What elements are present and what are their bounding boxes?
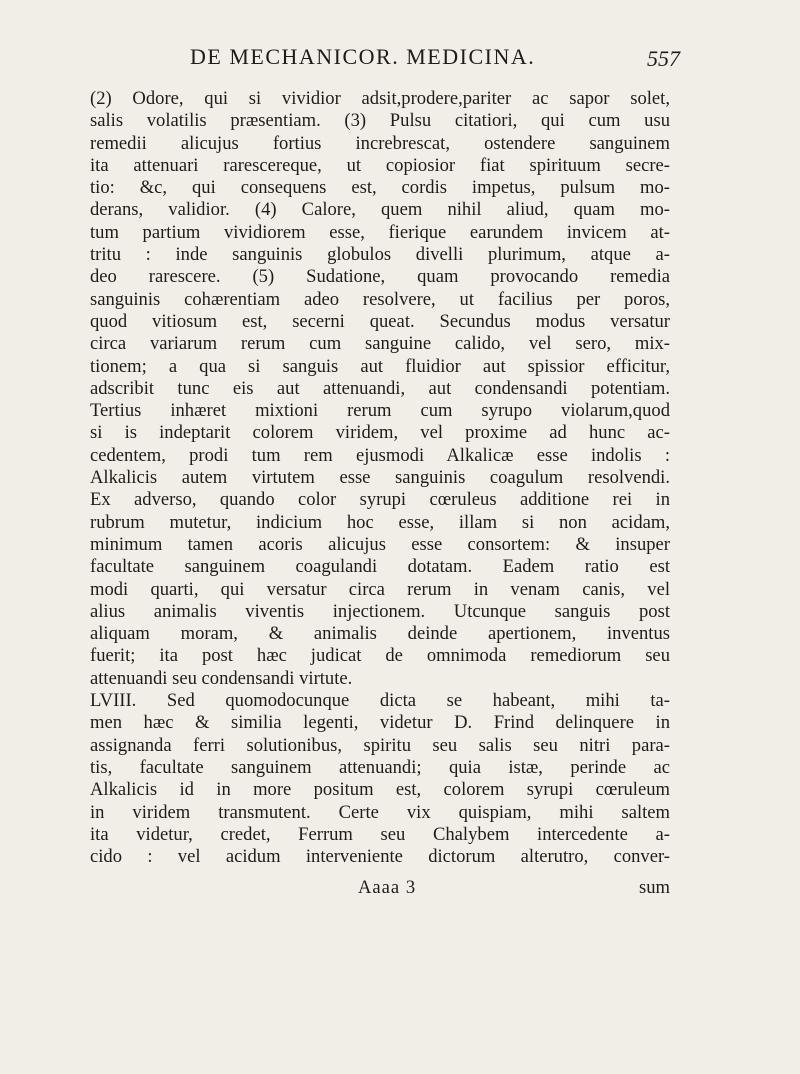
running-title: DE MECHANICOR. MEDICINA.: [190, 44, 536, 69]
text-line: circa variarum rerum cum sanguine calido, vel sero, mix-: [90, 333, 670, 355]
signature-mark: Aaaa 3: [358, 877, 417, 898]
text-line: LVIII. Sed quomodocunque dicta se habeant, mihi ta-: [90, 690, 670, 712]
text-line: salis volatilis præsentiam. (3) Pulsu citatiori, qui cum usu: [90, 110, 670, 132]
text-line: attenuandi seu condensandi virtute.: [90, 667, 353, 689]
text-line: minimum tamen acoris alicujus esse consortem: & insuper: [90, 533, 670, 555]
text-line: in viridem transmutent. Certe vix quispiam, mihi saltem: [90, 801, 670, 823]
body-text: [90, 88, 670, 868]
text-line: sanguinis cohærentiam adeo resolvere, ut facilius per poros,: [90, 288, 670, 310]
text-line: tionem; a qua si sanguis aut fluidior aut spissior efficitur,: [90, 355, 670, 377]
text-line: facultate sanguinem coagulandi dotatam. Eadem ratio est: [90, 556, 670, 578]
running-head: [120, 44, 680, 76]
text-line: tum partium vividiorem esse, fierique earundem invicem at-: [90, 221, 670, 243]
text-line: Tertius inhæret mixtioni rerum cum syrupo violarum,quod: [90, 400, 670, 422]
text-line: tis, facultate sanguinem attenuandi; quia istæ, perinde ac: [90, 756, 670, 778]
text-line: Alkalicis autem virtutem esse sanguinis coagulum resolvendi.: [90, 467, 670, 489]
page-number: 557: [647, 46, 680, 71]
text-line: Ex adverso, quando color syrupi cœruleus additione rei in: [90, 489, 670, 511]
text-line: deo rarescere. (5) Sudatione, quam provocando remedia: [90, 266, 670, 288]
text-line: modi quarti, qui versatur circa rerum in venam canis, vel: [90, 578, 670, 600]
text-line: rubrum mutetur, indicium hoc esse, illam si non acidam,: [90, 511, 670, 533]
page-footer: [90, 877, 670, 901]
text-line: fuerit; ita post hæc judicat de omnimoda remediorum seu: [90, 645, 670, 667]
text-line: tritu : inde sanguinis globulos divelli plurimum, atque a-: [90, 244, 670, 266]
text-line: cido : vel acidum interveniente dictorum alterutro, conver-: [90, 846, 670, 868]
text-line: remedii alicujus fortius increbrescat, ostendere sanguinem: [90, 132, 670, 154]
text-line: (2) Odore, qui si vividior adsit,prodere,pariter ac sapor solet,: [90, 88, 670, 109]
text-line: ita attenuari rarescereque, ut copiosior fiat spirituum secre-: [90, 154, 670, 176]
text-line: aliquam moram, & animalis deinde apertionem, inventus: [90, 623, 670, 645]
text-line: quod vitiosum est, secerni queat. Secundus modus versatur: [90, 310, 670, 332]
text-line: Alkalicis id in more positum est, colorem syrupi cœruleum: [90, 779, 670, 801]
text-line: cedentem, prodi tum rem ejusmodi Alkalicæ esse indolis :: [90, 444, 670, 466]
text-line: ita videtur, credet, Ferrum seu Chalybem intercedente a-: [90, 823, 670, 845]
text-line: tio: &c, qui consequens est, cordis impetus, pulsum mo-: [90, 177, 670, 199]
catchword: sum: [639, 877, 670, 898]
text-line: alius animalis viventis injectionem. Utcunque sanguis post: [90, 600, 670, 622]
text-line: men hæc & similia legenti, videtur D. Frind delinquere in: [90, 712, 670, 734]
text-line: assignanda ferri solutionibus, spiritu seu salis seu nitri para-: [90, 734, 670, 756]
text-line: adscribit tunc eis aut attenuandi, aut condensandi potentiam.: [90, 377, 670, 399]
text-line: si is indeptarit colorem viridem, vel proxime ad hunc ac-: [90, 422, 670, 444]
text-line: derans, validior. (4) Calore, quem nihil aliud, quam mo-: [90, 199, 670, 221]
